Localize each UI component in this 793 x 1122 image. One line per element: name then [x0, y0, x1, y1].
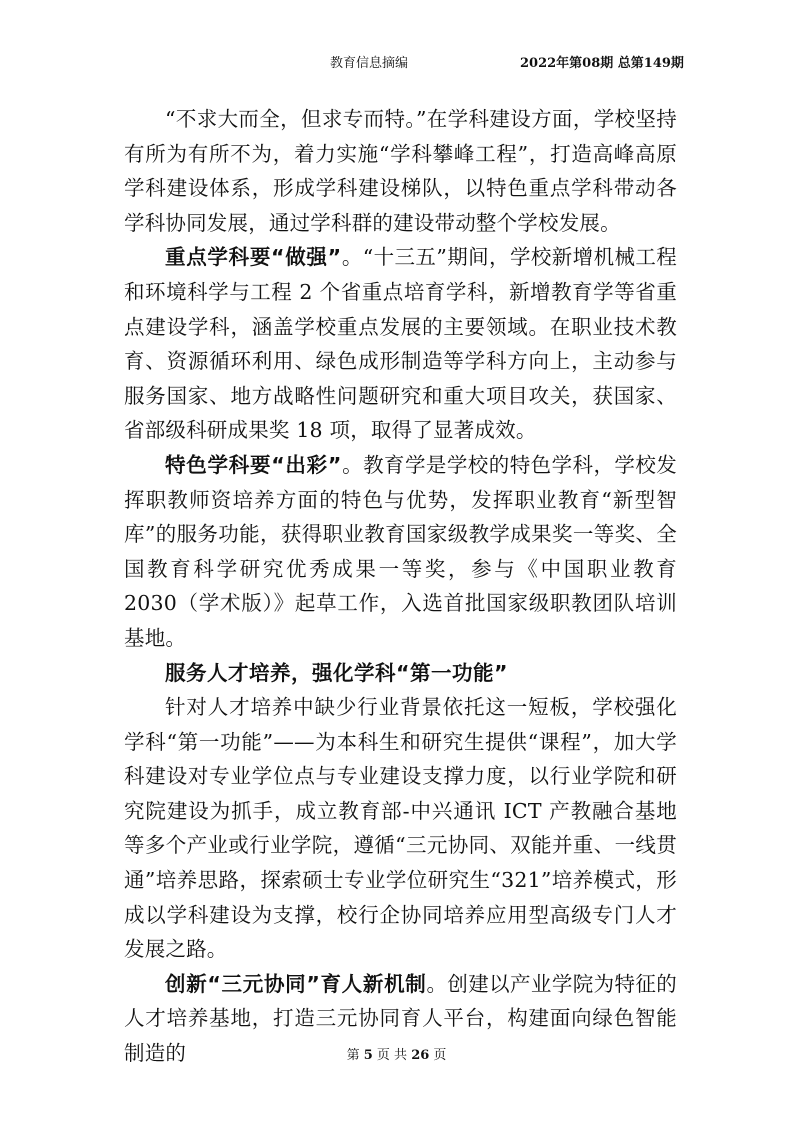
paragraph-3: [124, 448, 677, 656]
issue-number: 2022年第08期 总第149期: [520, 56, 684, 71]
paragraph-2-text: 。“十三五”期间，学校新增机械工程和环境科学与工程 2 个省重点培育学科，新增教育学等省重点建设学科，涵盖学校重点发展的主要领域。在职业技术教育、资源循环利用、绿色成形制造等学科方向上，主动参与服务国家、地方战略性问题研究和重大项目攻关，获国家、省部级科研成果奖 18 项，取得了显著成效。: [124, 245, 677, 443]
paragraph-2: [124, 240, 677, 448]
paragraph-5-text: 。创建以产业学院为特征的人才培养基地，打造三元协同育人平台，构建面向绿色智能制造的: [124, 971, 677, 1066]
article-body: [124, 102, 677, 1071]
section-heading: 服务人才培养，强化学科“第一功能”: [165, 660, 508, 685]
paragraph-4: 针对人才培养中缺少行业背景依托这一短板，学校强化学科“第一功能”——为本科生和研究生提供“课程”，加大学科建设对专业学位点与专业建设支撑力度，以行业学院和研究院建设为抓手，成立教育部-中兴通讯 ICT 产教融合基地等多个产业或行业学院，遵循“三元协同、双能并重、一线贯通”培养思路，探索硕士专业学位研究生“321”培养模式，形成以学科建设为支撑，校行企协同培养应用型高级专门人才发展之路。: [124, 695, 677, 962]
paragraph-3-lead: 特色学科要“出彩”: [165, 452, 342, 477]
footer-suffix: 页: [433, 1048, 447, 1063]
paragraph-3-text: 。教育学是学校的特色学科，学校发挥职教师资培养方面的特色与优势，发挥职业教育“新型智库”的服务功能，获得职业教育国家级教学成果奖一等奖、全国教育科学研究优秀成果一等奖，参与《中国职业教育 2030（学术版）》起草工作，入选首批国家级职教团队培训基地。: [124, 452, 678, 650]
publication-name: 教育信息摘编: [330, 56, 409, 71]
footer-mid: 页 共: [376, 1048, 408, 1063]
footer-page-number: 5: [363, 1048, 373, 1063]
paragraph-2-lead: 重点学科要“做强”: [165, 245, 342, 270]
footer-prefix: 第: [346, 1048, 360, 1063]
paragraph-5-lead: 创新“三元协同”育人新机制: [165, 971, 427, 996]
paragraph-1: “不求大而全，但求专而特。”在学科建设方面，学校坚持有所为有所不为，着力实施“学科攀峰工程”，打造高峰高原学科建设体系，形成学科建设梯队，以特色重点学科带动各学科协同发展，通过学科群的建设带动整个学校发展。: [124, 107, 677, 235]
footer-total-pages: 26: [411, 1048, 430, 1063]
page-header: [0, 52, 793, 72]
page-footer: [0, 1044, 793, 1063]
